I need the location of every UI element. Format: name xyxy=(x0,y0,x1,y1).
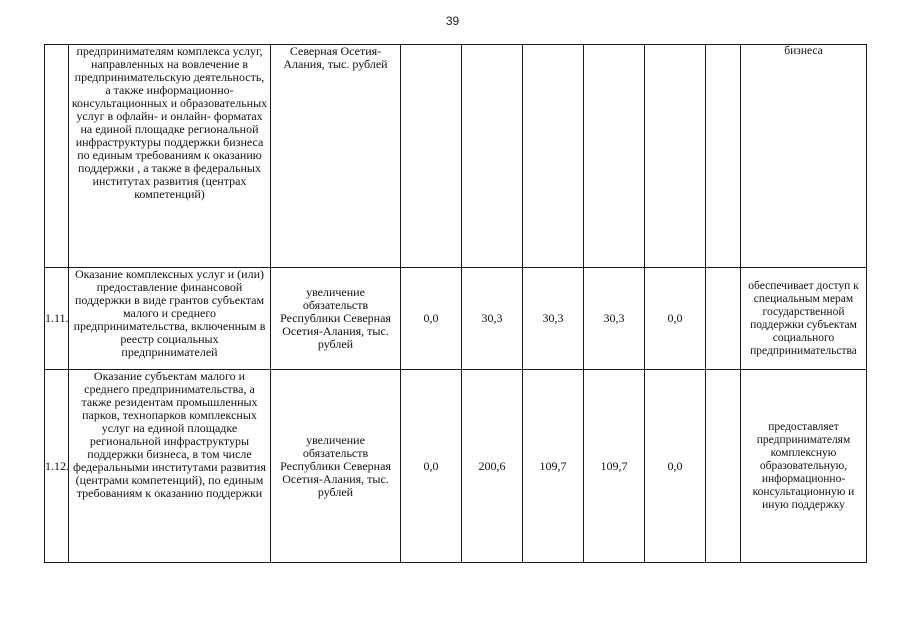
value-cell xyxy=(523,45,584,268)
indicator-cell: Северная Осетия-Алания, тыс. рублей xyxy=(271,45,401,268)
table-row xyxy=(45,268,867,370)
value-cell: 200,6 xyxy=(462,370,523,563)
value-cell xyxy=(645,45,706,268)
measure-name-cell: предпринимателям комплекса услуг, направленных на вовлечение в предпринимательскую деятельность, а также информационно-консультационных и образовательных услуг в офлайн- и онлайн- форматах на единой площадке региональной инфраструктуры поддержки бизнеса по единым требованиям к оказанию поддержки , а также в федеральных институтах развития (центрах компетенций) xyxy=(69,45,271,268)
indicator-cell: увеличение обязательств Республики Северная Осетия-Алания, тыс. рублей xyxy=(271,268,401,370)
measure-name-cell: Оказание комплексных услуг и (или) предоставление финансовой поддержки в виде грантов субъектам малого и среднего предпринимательства, включенным в реестр социальных предпринимателей xyxy=(69,268,271,370)
table-row xyxy=(45,45,867,268)
value-cell: 109,7 xyxy=(584,370,645,563)
value-cell: 109,7 xyxy=(523,370,584,563)
empty-cell xyxy=(706,370,741,563)
row-number-cell xyxy=(45,45,69,268)
value-cell: 0,0 xyxy=(401,370,462,563)
page-number: 39 xyxy=(445,14,460,28)
result-cell: обеспечивает доступ к специальным мерам государственной поддержки субъектам социального предпринимательства xyxy=(741,268,867,370)
result-cell: бизнеса xyxy=(741,45,867,268)
row-number-cell: 1.12. xyxy=(45,370,69,563)
value-cell: 30,3 xyxy=(584,268,645,370)
result-cell: предоставляет предпринимателям комплексную образовательную, информационно-консультационную и иную поддержку xyxy=(741,370,867,563)
value-cell xyxy=(584,45,645,268)
indicator-cell: увеличение обязательств Республики Северная Осетия-Алания, тыс. рублей xyxy=(271,370,401,563)
value-cell: 0,0 xyxy=(645,370,706,563)
measure-name-cell: Оказание субъектам малого и среднего предпринимательства, а также резидентам промышленных парков, технопарков комплексных услуг на единой площадке региональной инфраструктуры поддержки бизнеса, в том числе федеральными институтами развития (центрами компетенций), по единым требованиям к оказанию поддержки xyxy=(69,370,271,563)
value-cell xyxy=(462,45,523,268)
table-row xyxy=(45,370,867,563)
value-cell: 30,3 xyxy=(462,268,523,370)
empty-cell xyxy=(706,45,741,268)
value-cell xyxy=(401,45,462,268)
measures-table xyxy=(44,44,867,563)
value-cell: 0,0 xyxy=(645,268,706,370)
empty-cell xyxy=(706,268,741,370)
value-cell: 0,0 xyxy=(401,268,462,370)
row-number-cell: 1.11. xyxy=(45,268,69,370)
value-cell: 30,3 xyxy=(523,268,584,370)
